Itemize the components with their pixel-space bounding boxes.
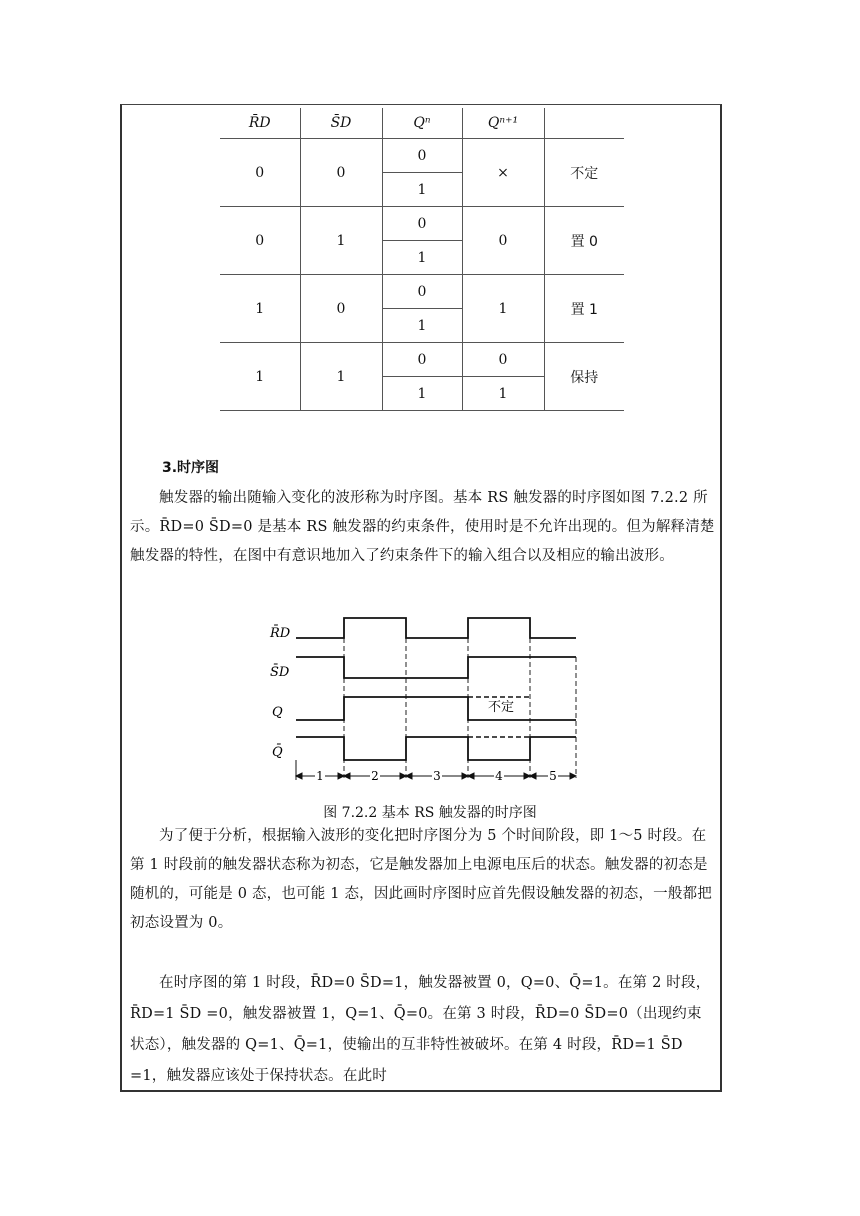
paragraph-periods: 在时序图的第 1 时段，R̄D=0 S̄D=1，触发器被置 0，Q=0、Q̄=1。在第 2 时段，R̄D=1 S̄D =0，触发器被置 1，Q=1、Q̄=0。在第 3 时段，R̄D=0 S̄D=0（出现约束状态），触发器的 Q=1、Q̄=1，使输出的互非特性被破坏。在第 4 时段，R̄D=1 S̄D =1，触发器应该处于保持状态。在此时	[130, 975, 711, 1084]
period-label: 5	[549, 769, 557, 783]
header-rd: R̄D	[220, 108, 300, 139]
cell-rd: 1	[220, 275, 300, 343]
period-label: 3	[433, 769, 441, 783]
waveform-rd	[296, 618, 576, 638]
cell-qn1: 1	[462, 377, 544, 411]
figure-caption: 图 7.2.2 基本 RS 触发器的时序图	[323, 805, 537, 821]
signal-label-q: Q	[272, 705, 283, 720]
table-row	[220, 139, 624, 173]
cell-sd: 0	[300, 275, 382, 343]
cell-qn1: 0	[462, 207, 544, 275]
header-sd: S̄D	[300, 108, 382, 139]
timing-diagram	[262, 610, 592, 790]
signal-label-qbar: Q̄	[272, 745, 283, 760]
waveform-sd	[296, 657, 576, 678]
header-note	[544, 108, 624, 139]
waveform-qbar	[296, 737, 576, 760]
signal-label-rd: R̄D	[270, 626, 291, 641]
arrow-head	[344, 773, 350, 779]
paragraph-analysis: 为了便于分析，根据输入波形的变化把时序图分为 5 个时间阶段，即 1～5 时段。在第 1 时段前的触发器状态称为初态，它是触发器加上电源电压后的状态。触发器的初态是随机的，可能是 0 态，也可能 1 态，因此画时序图时应首先假设触发器的初态，一般都把初态设置为 0。	[130, 828, 712, 931]
period-label: 2	[371, 769, 379, 783]
cell-qn: 1	[382, 309, 462, 343]
cell-sd: 1	[300, 207, 382, 275]
cell-qn1: ×	[462, 139, 544, 207]
signal-label-sd: S̄D	[270, 665, 290, 680]
cell-qn: 0	[382, 139, 462, 173]
period-label: 1	[316, 769, 324, 783]
cell-rd: 0	[220, 207, 300, 275]
cell-note: 保持	[544, 343, 624, 411]
cell-sd: 1	[300, 343, 382, 411]
paragraph-intro: 触发器的输出随输入变化的波形称为时序图。基本 RS 触发器的时序图如图 7.2.2 所示。R̄D=0 S̄D=0 是基本 RS 触发器的约束条件，使用时是不允许出现的。但为解释清楚触发器的特性，在图中有意识地加入了约束条件下的输入组合以及相应的输出波形。	[130, 490, 715, 564]
header-qn1: Qⁿ⁺¹	[462, 108, 544, 139]
time-boundaries	[344, 638, 576, 778]
cell-note: 置 1	[544, 275, 624, 343]
cell-qn: 0	[382, 207, 462, 241]
table-row	[220, 275, 624, 309]
cell-note: 不定	[544, 139, 624, 207]
cell-qn1: 0	[462, 343, 544, 377]
cell-qn: 0	[382, 275, 462, 309]
cell-qn: 1	[382, 241, 462, 275]
section-title: 3.时序图	[162, 460, 220, 476]
cell-qn: 1	[382, 377, 462, 411]
table-row	[220, 343, 624, 377]
table-row	[220, 207, 624, 241]
cell-note: 置 0	[544, 207, 624, 275]
cell-rd: 0	[220, 139, 300, 207]
cell-qn1: 1	[462, 275, 544, 343]
waveform-q	[296, 697, 576, 720]
cell-qn: 0	[382, 343, 462, 377]
arrow-head	[570, 773, 576, 779]
arrow-head	[468, 773, 474, 779]
cell-sd: 0	[300, 139, 382, 207]
cell-rd: 1	[220, 343, 300, 411]
truth-table-header	[220, 108, 624, 139]
header-qn: Qⁿ	[382, 108, 462, 139]
period-label: 4	[495, 769, 503, 783]
arrow-head	[530, 773, 536, 779]
cell-qn: 1	[382, 173, 462, 207]
truth-table	[220, 108, 624, 411]
undefined-label: 不定	[488, 700, 515, 715]
arrow-head	[296, 773, 302, 779]
arrow-head	[406, 773, 412, 779]
